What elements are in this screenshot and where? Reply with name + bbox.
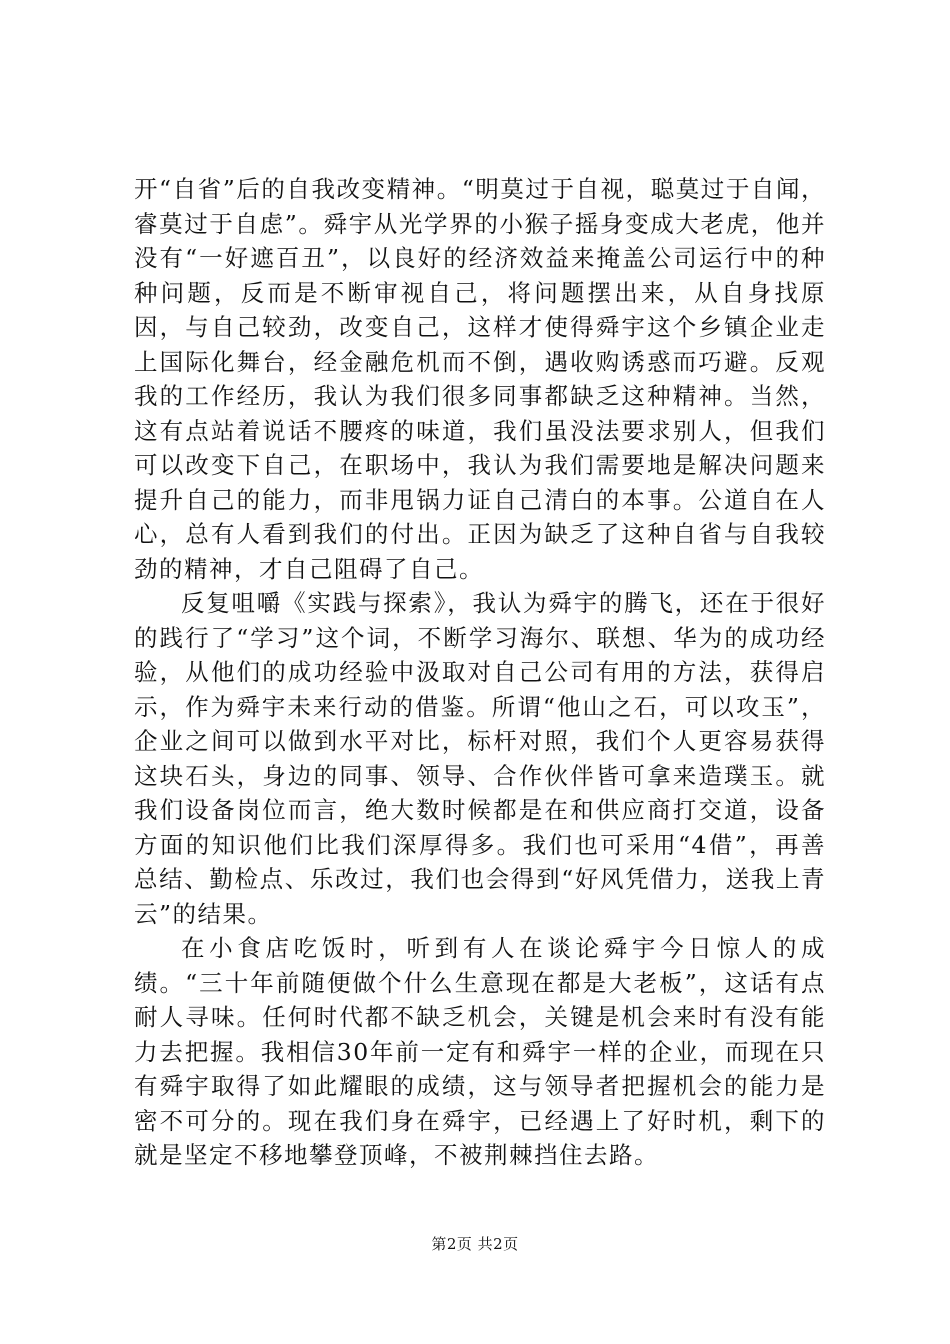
paragraph-learning: 反复咀嚼《实践与探索》，我认为舜宇的腾飞，还在于很好的践行了“学习”这个词，不断学习海尔、联想、华为的成功经验，从他们的成功经验中汲取对自己公司有用的方法，获得启示，作为舜宇未来行动的借鉴。所谓“他山之石，可以攻玉”，企业之间可以做到水平对比，标杆对照，我们个人更容易获得这块石头，身边的同事、领导、合作伙伴皆可拿来造璞玉。就我们设备岗位而言，绝大数时候都是在和供应商打交道，设备方面的知识他们比我们深厚得多。我们也可采用“4借”，再善总结、勤检点、乐改过，我们也会得到“好风凭借力，送我上青云”的结果。 bbox=[134, 589, 826, 928]
paragraph-self-reflection: 开“自省”后的自我改变精神。“明莫过于自视，聪莫过于自闻，睿莫过于自虑”。舜宇从光学界的小猴子摇身变成大老虎，他并没有“一好遮百丑”，以良好的经济效益来掩盖公司运行中的种种问题，反而是不断审视自己，将问题摆出来，从自身找原因，与自己较劲，改变自己，这样才使得舜宇这个乡镇企业走上国际化舞台，经金融危机而不倒，遇收购诱惑而巧避。反观我的工作经历，我认为我们很多同事都缺乏这种精神。当然，这有点站着说话不腰疼的味道，我们虽没法要求别人，但我们可以改变下自己，在职场中，我认为我们需要地是解决问题来提升自己的能力，而非甩锅力证自己清白的本事。公道自在人心，总有人看到我们的付出。正因为缺乏了这种自省与自我较劲的精神，才自己阻碍了自己。 bbox=[134, 175, 826, 583]
paragraph-opportunity: 在小食店吃饭时，听到有人在谈论舜宇今日惊人的成绩。“三十年前随便做个什么生意现在都是大老板”，这话有点耐人寻味。任何时代都不缺乏机会，关键是机会来时有没有能力去把握。我相信30年前一定有和舜宇一样的企业，而现在只有舜宇取得了如此耀眼的成绩，这与领导者把握机会的能力是密不可分的。现在我们身在舜宇，已经遇上了好时机，剩下的就是坚定不移地攀登顶峰，不被荆棘挡住去路。 bbox=[134, 934, 826, 1169]
page-number-footer: 第2页 共2页 bbox=[431, 1235, 519, 1253]
document-body bbox=[134, 172, 826, 1173]
